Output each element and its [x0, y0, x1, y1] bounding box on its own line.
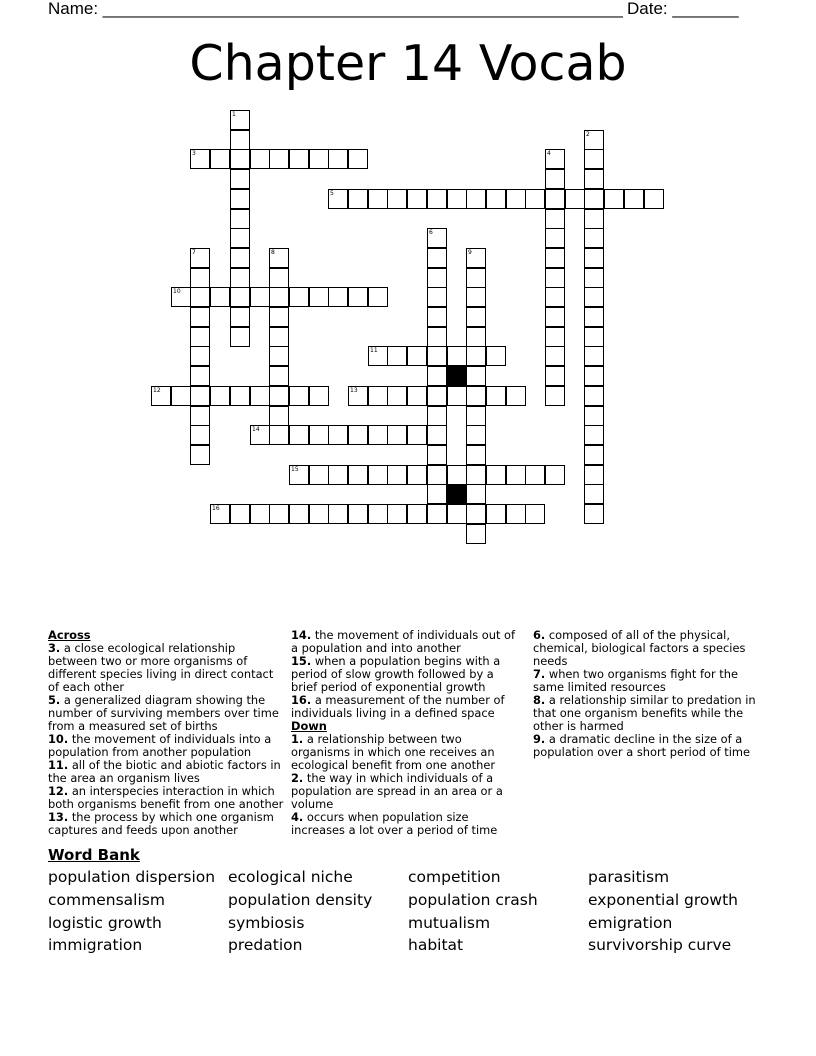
crossword-cell[interactable] [230, 149, 250, 169]
clue-text: the movement of individuals into a population from another population [48, 732, 272, 759]
crossword-cell[interactable] [230, 386, 250, 406]
word-bank-item: parasitism [588, 868, 670, 886]
clue-text: occurs when population size increases a lot over a period of time [291, 810, 498, 837]
crossword-cell[interactable] [506, 189, 526, 209]
crossword-cell[interactable] [190, 327, 210, 347]
crossword-cell[interactable] [584, 346, 604, 366]
crossword-cell[interactable] [190, 366, 210, 386]
word-bank-item: symbiosis [228, 914, 305, 932]
crossword-cell[interactable] [427, 307, 447, 327]
clue-number: 7. [533, 667, 546, 681]
clue-number: 12. [48, 784, 69, 798]
crossword-cell[interactable] [309, 287, 329, 307]
word-bank-item: immigration [48, 936, 143, 954]
crossword-cell[interactable] [545, 248, 565, 268]
crossword-cell[interactable] [348, 189, 368, 209]
clue-down-8 [533, 694, 769, 733]
crossword-cell[interactable] [486, 465, 506, 485]
crossword-cell[interactable] [230, 169, 250, 189]
crossword-cell[interactable] [171, 386, 191, 406]
crossword-cell[interactable] [486, 346, 506, 366]
crossword-cell[interactable] [190, 406, 210, 426]
crossword-cell[interactable] [230, 189, 250, 209]
crossword-cell[interactable] [427, 366, 447, 386]
crossword-black-cell [447, 366, 467, 386]
crossword-cell[interactable] [387, 425, 407, 445]
crossword-cell[interactable] [230, 327, 250, 347]
crossword-cell[interactable] [624, 189, 644, 209]
crossword-cell[interactable] [269, 406, 289, 426]
crossword-cell[interactable] [545, 327, 565, 347]
clue-number: 14. [291, 628, 312, 642]
clue-number-label: 5 [330, 190, 334, 197]
word-bank-item: mutualism [408, 914, 491, 932]
clue-number: 1. [291, 732, 304, 746]
clue-number: 11. [48, 758, 69, 772]
crossword-cell[interactable] [466, 406, 486, 426]
crossword-cell[interactable] [387, 465, 407, 485]
crossword-cell[interactable] [348, 287, 368, 307]
clues-column-2 [291, 629, 523, 837]
clue-number: 10. [48, 732, 69, 746]
crossword-cell[interactable] [466, 287, 486, 307]
crossword-cell[interactable] [230, 307, 250, 327]
crossword-cell[interactable] [309, 149, 329, 169]
crossword-cell[interactable] [230, 228, 250, 248]
crossword-cell[interactable] [190, 425, 210, 445]
clue-number: 8. [533, 693, 546, 707]
clue-across-5 [48, 694, 284, 733]
clues-column-1 [48, 629, 284, 837]
crossword-cell[interactable] [525, 189, 545, 209]
date-field[interactable]: Date: _______ [627, 0, 739, 18]
crossword-cell[interactable] [190, 307, 210, 327]
clue-text: the movement of individuals out of a population and into another [291, 628, 516, 655]
crossword-cell[interactable] [368, 425, 388, 445]
clue-number: 3. [48, 641, 61, 655]
word-bank-item: exponential growth [588, 891, 738, 909]
across-heading: Across [48, 628, 91, 642]
crossword-cell[interactable] [309, 504, 329, 524]
crossword-cell[interactable] [269, 149, 289, 169]
crossword-cell[interactable] [427, 484, 447, 504]
crossword-black-cell [447, 484, 467, 504]
clue-text: when a population begins with a period of slow growth followed by a brief period of exponential growth [291, 654, 501, 694]
crossword-cell[interactable] [190, 445, 210, 465]
crossword-cell[interactable] [269, 287, 289, 307]
clue-down-9 [533, 733, 769, 759]
word-bank-item: population dispersion [48, 868, 216, 886]
crossword-cell[interactable] [506, 386, 526, 406]
crossword-cell[interactable] [545, 366, 565, 386]
clue-text: an interspecies interaction in which both organisms benefit from one another [48, 784, 284, 811]
crossword-cell[interactable] [506, 465, 526, 485]
crossword-cell[interactable] [190, 287, 210, 307]
crossword-cell[interactable] [309, 425, 329, 445]
crossword-cell[interactable] [407, 346, 427, 366]
crossword-cell[interactable] [230, 268, 250, 288]
crossword-cell[interactable] [210, 287, 230, 307]
crossword-cell[interactable] [466, 504, 486, 524]
clue-text: when two organisms fight for the same limited resources [533, 667, 738, 694]
crossword-cell[interactable] [466, 327, 486, 347]
word-bank-title: Word Bank [48, 846, 140, 864]
crossword-cell[interactable] [584, 149, 604, 169]
clue-number-label: 13 [350, 387, 358, 394]
crossword-cell[interactable] [368, 465, 388, 485]
clue-number-label: 3 [192, 150, 196, 157]
crossword-cell[interactable] [407, 386, 427, 406]
crossword-cell[interactable] [289, 386, 309, 406]
page-title: Chapter 14 Vocab [189, 35, 627, 92]
crossword-cell[interactable] [447, 189, 467, 209]
crossword-cell[interactable] [427, 425, 447, 445]
crossword-cell[interactable] [584, 287, 604, 307]
word-bank-item: commensalism [48, 891, 165, 909]
clue-number-label: 9 [468, 249, 472, 256]
crossword-cell[interactable] [584, 504, 604, 524]
clue-number-label: 8 [271, 249, 275, 256]
crossword-cell[interactable] [427, 386, 447, 406]
crossword-cell[interactable] [427, 287, 447, 307]
crossword-cell[interactable] [328, 504, 348, 524]
clue-across-14 [291, 629, 523, 655]
crossword-cell[interactable] [407, 189, 427, 209]
crossword-cell[interactable] [328, 465, 348, 485]
crossword-cell[interactable] [447, 465, 467, 485]
crossword-cell[interactable] [584, 406, 604, 426]
crossword-cell[interactable] [584, 327, 604, 347]
crossword-cell[interactable] [190, 268, 210, 288]
crossword-cell[interactable] [545, 287, 565, 307]
crossword-cell[interactable] [486, 386, 506, 406]
crossword-cell[interactable] [447, 504, 467, 524]
crossword-cell[interactable] [289, 504, 309, 524]
crossword-cell[interactable] [486, 189, 506, 209]
crossword-cell[interactable] [348, 425, 368, 445]
clue-number-label: 2 [586, 131, 590, 138]
clue-text: a close ecological relationship between two or more organisms of different species living in direct contact of each other [48, 641, 274, 694]
crossword-cell[interactable] [545, 228, 565, 248]
crossword-cell[interactable] [387, 189, 407, 209]
clue-number-label: 7 [192, 249, 196, 256]
clue-number-label: 10 [173, 288, 181, 295]
crossword-cell[interactable] [368, 504, 388, 524]
crossword-cell[interactable] [427, 504, 447, 524]
crossword-cell[interactable] [269, 425, 289, 445]
crossword-cell[interactable] [466, 524, 486, 544]
crossword-cell[interactable] [368, 287, 388, 307]
crossword-cell[interactable] [584, 169, 604, 189]
word-bank-item: competition [408, 868, 501, 886]
crossword-cell[interactable] [466, 465, 486, 485]
crossword-cell[interactable] [466, 307, 486, 327]
word-bank-item: survivorship curve [588, 936, 732, 954]
crossword-cell[interactable] [309, 465, 329, 485]
crossword-cell[interactable] [466, 386, 486, 406]
crossword-cell[interactable] [525, 465, 545, 485]
crossword-cell[interactable] [545, 465, 565, 485]
crossword-cell[interactable] [427, 327, 447, 347]
crossword-cell[interactable] [368, 189, 388, 209]
crossword-cell[interactable] [525, 504, 545, 524]
crossword-cell[interactable] [545, 169, 565, 189]
crossword-cell[interactable] [545, 189, 565, 209]
crossword-cell[interactable] [269, 307, 289, 327]
crossword-cell[interactable] [545, 268, 565, 288]
crossword-cell[interactable] [269, 366, 289, 386]
clue-down-1 [291, 733, 523, 772]
clue-across-3 [48, 642, 284, 694]
clue-number-label: 16 [212, 505, 220, 512]
clue-text: the process by which one organism captures and feeds upon another [48, 810, 274, 837]
clue-text: a dramatic decline in the size of a population over a short period of time [533, 732, 750, 759]
crossword-cell[interactable] [348, 504, 368, 524]
crossword-cell[interactable] [486, 504, 506, 524]
crossword-cell[interactable] [584, 189, 604, 209]
crossword-cell[interactable] [584, 366, 604, 386]
crossword-cell[interactable] [506, 504, 526, 524]
clue-across-10 [48, 733, 284, 759]
clue-number: 5. [48, 693, 61, 707]
clue-number-label: 11 [370, 347, 378, 354]
clues-column-3 [533, 629, 769, 759]
clue-down-6 [533, 629, 769, 668]
crossword-cell[interactable] [190, 346, 210, 366]
crossword-cell[interactable] [230, 504, 250, 524]
crossword-cell[interactable] [210, 149, 230, 169]
crossword-cell[interactable] [387, 346, 407, 366]
crossword-cell[interactable] [545, 307, 565, 327]
crossword-cell[interactable] [644, 189, 664, 209]
crossword-cell[interactable] [584, 209, 604, 229]
crossword-cell[interactable] [289, 425, 309, 445]
clue-number-label: 14 [252, 426, 260, 433]
crossword-cell[interactable] [427, 406, 447, 426]
clue-number-label: 12 [153, 387, 161, 394]
clue-across-12 [48, 785, 284, 811]
crossword-cell[interactable] [466, 366, 486, 386]
crossword-cell[interactable] [584, 307, 604, 327]
clue-across-13 [48, 811, 284, 837]
word-bank-item: population density [228, 891, 373, 909]
crossword-cell[interactable] [230, 248, 250, 268]
crossword-cell[interactable] [407, 465, 427, 485]
crossword-cell[interactable] [584, 386, 604, 406]
clue-number: 4. [291, 810, 304, 824]
clue-text: a measurement of the number of individuals living in a defined space [291, 693, 505, 720]
crossword-cell[interactable] [584, 425, 604, 445]
clue-number-label: 4 [547, 150, 551, 157]
word-bank-item: ecological niche [228, 868, 353, 886]
crossword-cell[interactable] [348, 465, 368, 485]
crossword-cell[interactable] [545, 386, 565, 406]
clue-text: the way in which individuals of a population are spread in an area or a volume [291, 771, 503, 811]
word-bank-item: habitat [408, 936, 464, 954]
crossword-cell[interactable] [407, 425, 427, 445]
clue-number: 9. [533, 732, 546, 746]
clue-number: 13. [48, 810, 69, 824]
crossword-cell[interactable] [210, 386, 230, 406]
crossword-cell[interactable] [250, 287, 270, 307]
crossword-cell[interactable] [565, 189, 585, 209]
crossword-cell[interactable] [466, 189, 486, 209]
clue-number: 6. [533, 628, 546, 642]
crossword-cell[interactable] [466, 268, 486, 288]
crossword-cell[interactable] [250, 504, 270, 524]
crossword-cell[interactable] [348, 149, 368, 169]
clue-text: a relationship between two organisms in which one receives an ecological benefit from one another [291, 732, 496, 772]
crossword-cell[interactable] [407, 504, 427, 524]
clue-text: composed of all of the physical, chemical, biological factors a species needs [533, 628, 746, 668]
crossword-cell[interactable] [309, 386, 329, 406]
crossword-cell[interactable] [447, 386, 467, 406]
name-field[interactable]: Name: _______________________________________________________ [48, 0, 623, 18]
crossword-cell[interactable] [269, 504, 289, 524]
clue-down-7 [533, 668, 769, 694]
crossword-cell[interactable] [584, 228, 604, 248]
clue-text: a relationship similar to predation in that one organism benefits while the other is harmed [533, 693, 756, 733]
clue-number: 15. [291, 654, 312, 668]
crossword-cell[interactable] [604, 189, 624, 209]
crossword-cell[interactable] [289, 149, 309, 169]
word-bank-item: emigration [588, 914, 673, 932]
word-bank-item: logistic growth [48, 914, 162, 932]
clue-number: 16. [291, 693, 312, 707]
crossword-cell[interactable] [427, 465, 447, 485]
crossword-cell[interactable] [584, 268, 604, 288]
clue-down-4 [291, 811, 523, 837]
crossword-cell[interactable] [230, 209, 250, 229]
crossword-cell[interactable] [545, 209, 565, 229]
word-bank-item: predation [228, 936, 303, 954]
crossword-cell[interactable] [427, 248, 447, 268]
clue-text: all of the biotic and abiotic factors in the area an organism lives [48, 758, 281, 785]
clue-text: a generalized diagram showing the number of surviving members over time from a measured set of births [48, 693, 279, 733]
crossword-cell[interactable] [447, 346, 467, 366]
crossword-cell[interactable] [584, 248, 604, 268]
crossword-cell[interactable] [269, 346, 289, 366]
clue-across-16 [291, 694, 523, 720]
crossword-cell[interactable] [328, 149, 348, 169]
crossword-cell[interactable] [545, 346, 565, 366]
crossword-cell[interactable] [427, 189, 447, 209]
crossword-cell[interactable] [584, 465, 604, 485]
crossword-cell[interactable] [584, 484, 604, 504]
down-heading: Down [291, 719, 327, 733]
crossword-cell[interactable] [466, 445, 486, 465]
clue-number: 2. [291, 771, 304, 785]
clue-down-2 [291, 772, 523, 811]
crossword-cell[interactable] [190, 386, 210, 406]
crossword-cell[interactable] [466, 484, 486, 504]
crossword-cell[interactable] [269, 268, 289, 288]
crossword-cell[interactable] [427, 346, 447, 366]
clue-number-label: 6 [429, 229, 433, 236]
crossword-cell[interactable] [250, 386, 270, 406]
clue-number-label: 15 [291, 466, 299, 473]
crossword-cell[interactable] [269, 327, 289, 347]
crossword-cell[interactable] [230, 130, 250, 150]
crossword-cell[interactable] [466, 425, 486, 445]
clue-across-11 [48, 759, 284, 785]
crossword-cell[interactable] [427, 268, 447, 288]
crossword-cell[interactable] [368, 386, 388, 406]
crossword-cell[interactable] [230, 287, 250, 307]
crossword-cell[interactable] [466, 346, 486, 366]
crossword-cell[interactable] [387, 386, 407, 406]
crossword-cell[interactable] [328, 287, 348, 307]
word-bank-item: population crash [408, 891, 538, 909]
clue-across-15 [291, 655, 523, 694]
crossword-cell[interactable] [328, 425, 348, 445]
crossword-cell[interactable] [269, 386, 289, 406]
clue-number-label: 1 [232, 111, 236, 118]
crossword-cell[interactable] [427, 445, 447, 465]
crossword-cell[interactable] [289, 287, 309, 307]
crossword-cell[interactable] [584, 445, 604, 465]
crossword-cell[interactable] [387, 504, 407, 524]
crossword-cell[interactable] [250, 149, 270, 169]
